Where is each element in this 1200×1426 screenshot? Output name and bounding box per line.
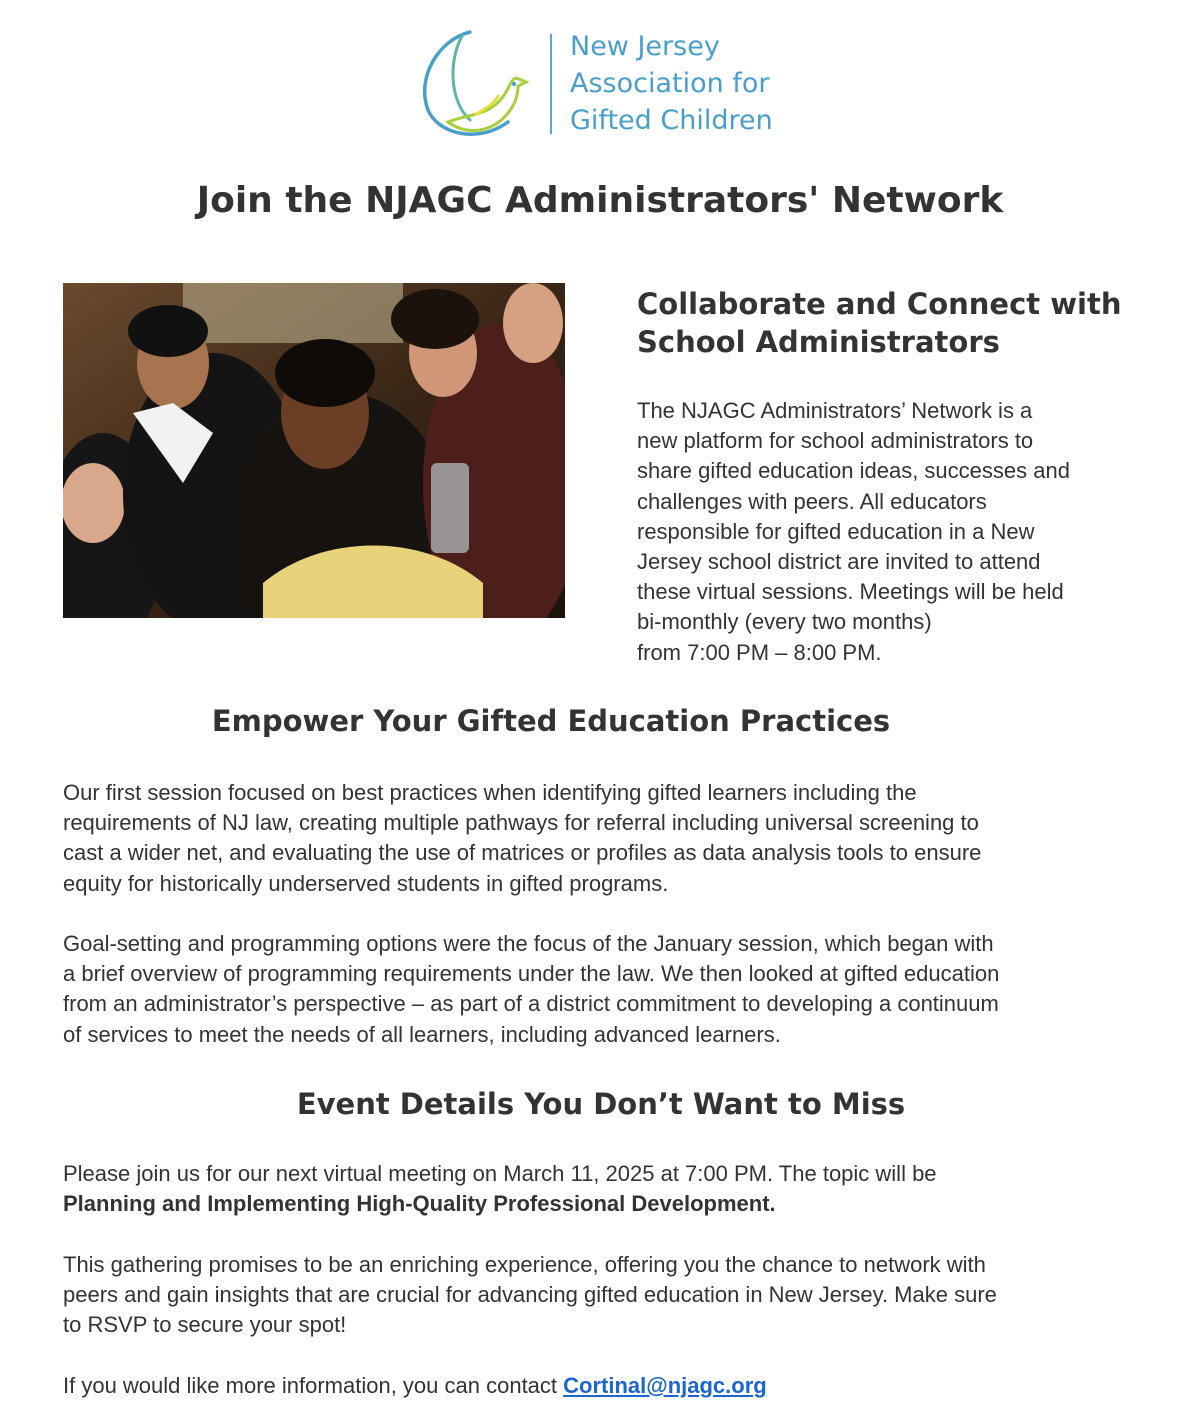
page-title: Join the NJAGC Administrators' Network (196, 180, 1004, 221)
text-line: Our first session focused on best practices when identifying gifted learners including the (63, 780, 917, 805)
org-name-line-2: Association for (570, 68, 770, 99)
bird-icon (418, 26, 536, 140)
contact-prefix: If you would like more information, you can contact (63, 1373, 564, 1398)
njagc-logo (418, 26, 798, 140)
text-line: a brief overview of programming requirements under the law. We then looked at gifted education (63, 961, 1000, 987)
text-line: bi-monthly (every two months) (637, 609, 932, 635)
text-line: new platform for school administrators to (637, 428, 1034, 454)
next-meeting-paragraph (63, 1159, 937, 1219)
text-line: peers and gain insights that are crucial for advancing gifted education in New Jersey. Make sure (63, 1282, 997, 1308)
empower-heading: Empower Your Gifted Education Practices (211, 704, 891, 738)
org-name-line-1: New Jersey (570, 31, 720, 62)
text-line: Goal-setting and programming options were the focus of the January session, which began with (63, 931, 994, 956)
org-name-line-3: Gifted Children (570, 105, 773, 136)
text-line: challenges with peers. All educators (637, 488, 987, 514)
text-line: these virtual sessions. Meetings will be held (637, 579, 1064, 605)
contact-line (63, 1371, 767, 1401)
text-line: cast a wider net, and evaluating the use of matrices or profiles as data analysis tools to ensure (63, 840, 982, 866)
contact-paragraph (63, 1371, 767, 1401)
text-line: equity for historically underserved students in gifted programs. (63, 870, 669, 896)
administrators-photo (63, 283, 565, 618)
collaborate-heading-line-1: Collaborate and Connect with (637, 287, 1122, 321)
gathering-paragraph (63, 1250, 997, 1341)
january-session-paragraph (63, 929, 999, 1050)
text-line: from 7:00 PM – 8:00 PM. (637, 639, 882, 665)
text-line: responsible for gifted education in a New (637, 518, 1035, 544)
text-line: The NJAGC Administrators’ Network is a (637, 398, 1033, 423)
text-line: Jersey school district are invited to attend (637, 549, 1041, 575)
network-intro-paragraph (637, 396, 1147, 668)
text-line: to RSVP to secure your spot! (63, 1312, 347, 1338)
first-session-paragraph (63, 778, 981, 899)
text-line: of services to meet the needs of all learners, including advanced learners. (63, 1021, 781, 1047)
meeting-topic: Planning and Implementing High-Quality Professional Development. (63, 1191, 776, 1217)
text-line: from an administrator’s perspective – as part of a district commitment to developing a continuum (63, 991, 999, 1017)
text-line: Please join us for our next virtual meeting on March 11, 2025 at 7:00 PM. The topic will be (63, 1161, 937, 1186)
contact-email-link[interactable]: Cortinal@njagc.org (563, 1373, 767, 1398)
org-name (570, 28, 773, 139)
photo-of-administrators-meeting-icon (63, 283, 565, 618)
event-details-heading: Event Details You Don’t Want to Miss (296, 1087, 906, 1121)
text-line: requirements of NJ law, creating multiple pathways for referral including universal screening to (63, 810, 979, 836)
logo-divider (550, 34, 552, 134)
collaborate-heading (637, 285, 1157, 361)
text-line: This gathering promises to be an enriching experience, offering you the chance to network with (63, 1252, 986, 1277)
collaborate-heading-line-2: School Administrators (637, 325, 1000, 359)
text-line: share gifted education ideas, successes and (637, 458, 1070, 484)
topic-line (63, 1189, 937, 1219)
